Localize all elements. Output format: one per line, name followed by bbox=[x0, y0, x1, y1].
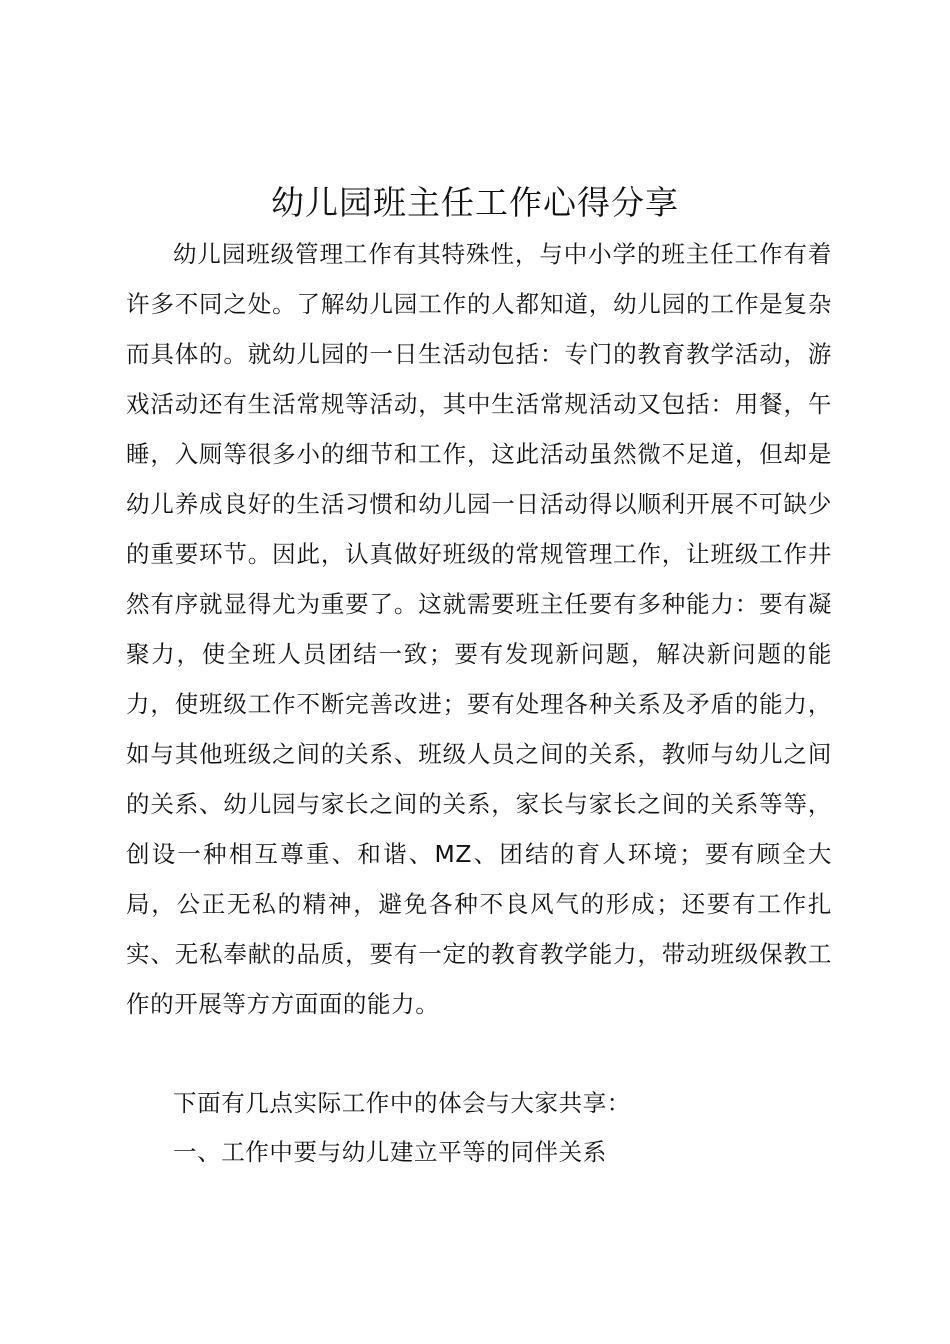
document-title: 幼儿园班主任工作心得分享 bbox=[271, 183, 679, 222]
paragraph-share-intro: 下面有几点实际工作中的体会与大家共享： bbox=[173, 1089, 631, 1117]
section-heading-1: 一、工作中要与幼儿建立平等的同伴关系 bbox=[173, 1138, 607, 1166]
paragraph-intro: 幼儿园班级管理工作有其特殊性，与中小学的班主任工作有着许多不同之处。了解幼儿园工作的人都知道，幼儿园的工作是复杂而具体的。就幼儿园的一日生活动包括：专门的教育教学活动，游戏活动还有生活常规等活动，其中生活常规活动又包括：用餐，午睡，入厕等很多小的细节和工作，这此活动虽然微不足道，但却是幼儿养成良好的生活习惯和幼儿园一日活动得以顺利开展不可缺少的重要环节。因此，认真做好班级的常规管理工作，让班级工作井然有序就显得尤为重要了。这就需要班主任要有多种能力：要有凝聚力，使全班人员团结一致；要有发现新问题，解决新问题的能力，使班级工作不断完善改进；要有处理各种关系及矛盾的能力，如与其他班级之间的关系、班级人员之间的关系，教师与幼儿之间的关系、幼儿园与家长之间的关系，家长与家长之间的关系等等，创设一种相互尊重、和谐、MZ、团结的育人环境；要有顾全大局，公正无私的精神，避免各种不良风气的形成；还要有工作扎实、无私奉献的品质，要有一定的教育教学能力，带动班级保教工作的开展等方方面面的能力。 bbox=[126, 240, 832, 1018]
